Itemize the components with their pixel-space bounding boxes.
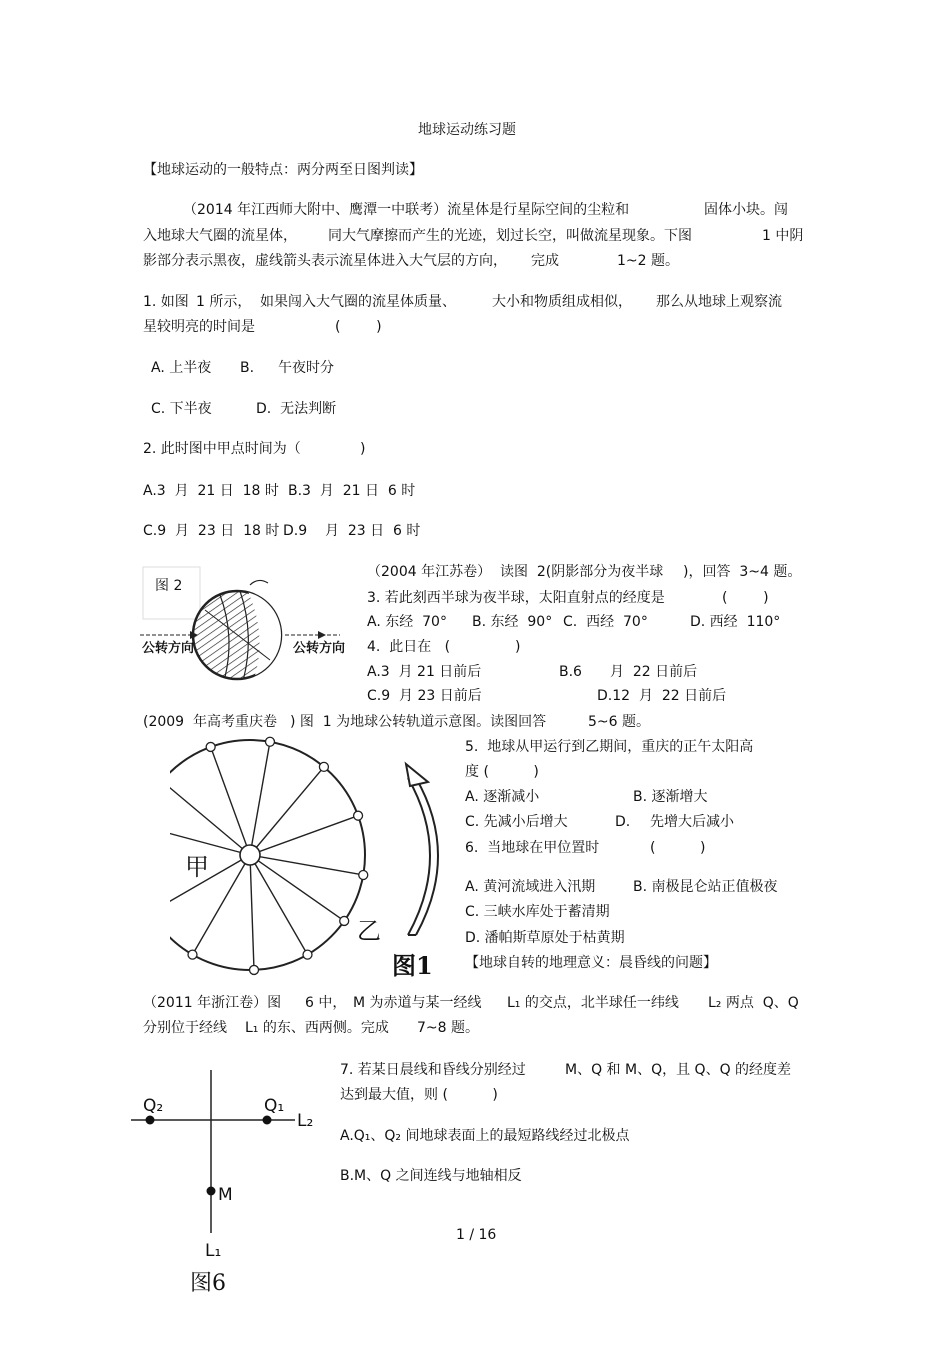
q2-option-b: B.3 月 21 日 6 时 xyxy=(288,483,416,499)
q6-option-d: D. 潘帕斯草原处于枯黄期 xyxy=(465,930,625,946)
q6-option-b: B. 南极昆仑站正值极夜 xyxy=(633,879,778,895)
q4-paren: ) xyxy=(515,639,521,655)
q6-paren: ( ) xyxy=(650,840,706,856)
orbit-position-marker xyxy=(188,950,197,959)
figure-1 xyxy=(170,730,460,980)
orbit-position-marker xyxy=(359,870,368,879)
right-revolution-label: 公转方向 xyxy=(293,641,346,656)
q1-option-c: C. 下半夜 xyxy=(151,401,212,417)
q2-option-d: D.9 月 23 日 6 时 xyxy=(283,523,421,539)
q2-option-c: C.9 月 23 日 18 时 xyxy=(143,523,280,539)
q1-option-b-text: 午夜时分 xyxy=(278,360,334,376)
q4-stem: 4. 此日在 ( xyxy=(367,639,451,655)
q4-option-c: C.9 月 23 日前后 xyxy=(367,688,482,704)
q5-option-a: A. 逐渐减小 xyxy=(465,789,540,805)
orbit-spoke xyxy=(170,825,250,855)
rotation-arrow xyxy=(250,580,268,585)
label-m: M xyxy=(218,1185,233,1205)
orbit-spoke xyxy=(250,855,254,970)
intro4-line1c: M 为赤道与某一经线 xyxy=(353,995,482,1011)
q6-stem: 6. 当地球在甲位置时 xyxy=(465,840,600,856)
q4-option-b: B.6 xyxy=(559,664,582,680)
q4-option-a: A.3 月 21 日前后 xyxy=(367,664,482,680)
label-jia: 甲 xyxy=(185,853,209,881)
intro4-line1a: （2011 年浙江卷）图 xyxy=(143,995,282,1011)
label-q2: Q₂ xyxy=(143,1096,164,1116)
orbit-spoke xyxy=(250,855,308,955)
figure-1-caption: 图1 xyxy=(392,951,433,980)
section-heading-2: 【地球自转的地理意义：晨昏线的问题】 xyxy=(465,955,717,971)
q2-paren: ) xyxy=(360,441,366,457)
q3-option-d: D. 西经 110° xyxy=(690,614,781,630)
intro4-line1b: 6 中， xyxy=(305,995,347,1011)
label-q1: Q₁ xyxy=(264,1096,285,1116)
intro1-line2c: 1 中阴 xyxy=(762,228,804,244)
left-revolution-label: 公转方向 xyxy=(142,641,195,656)
q5-option-b: B. 逐渐增大 xyxy=(633,789,708,805)
q5-option-d: D. xyxy=(615,814,631,830)
q3-option-c: C. 西经 70° xyxy=(563,614,648,630)
intro1-line2: 入地球大气圈的流星体， xyxy=(143,228,297,244)
intro4-line1d: L₁ 的交点，北半球任一纬线 xyxy=(507,995,679,1011)
q2-option-a: A.3 月 21 日 18 时 xyxy=(143,483,279,499)
q1-line1d: 大小和物质组成相似， xyxy=(492,294,632,310)
intro2-b: 读图 2(阴影部分为夜半球 xyxy=(500,564,664,580)
intro1-line3c: 1~2 题。 xyxy=(617,253,679,269)
orbit-position-marker xyxy=(340,916,349,925)
q5-option-d-text: 先增大后减小 xyxy=(650,814,734,830)
q1-line1c: 如果闯入大气圈的流星体质量、 xyxy=(260,294,456,310)
intro1-line1: （2014 年江西师大附中、鹰潭一中联考）流星体是行星际空间的尘粒和 xyxy=(183,202,630,218)
figure-6-caption: 图6 xyxy=(190,1271,226,1296)
q3-paren: ( ) xyxy=(722,590,769,606)
orbit-position-marker xyxy=(354,811,363,820)
q7-line1a: 7. 若某日晨线和昏线分别经过 xyxy=(340,1062,526,1078)
q1-line1a: 1. 如图 xyxy=(143,294,189,310)
intro1-line3b: 完成 xyxy=(531,253,559,269)
q4-option-d: D.12 月 22 日前后 xyxy=(597,688,727,704)
intro1-line3: 影部分表示黑夜，虚线箭头表示流星体进入大气层的方向， xyxy=(143,253,507,269)
orbit-spoke xyxy=(250,742,270,855)
q7-option-b: B.M、Q 之间连线与地轴相反 xyxy=(340,1168,522,1184)
point-q2 xyxy=(146,1116,155,1125)
label-l2: L₂ xyxy=(297,1111,314,1131)
figure-6 xyxy=(125,1065,330,1240)
orbit-position-marker xyxy=(303,950,312,959)
q1-line1e: 那么从地球上观察流 xyxy=(656,294,782,310)
orbit-spoke xyxy=(250,855,344,921)
q6-option-c: C. 三峡水库处于蓄清期 xyxy=(465,904,610,920)
q6-option-a: A. 黄河流域进入汛期 xyxy=(465,879,596,895)
orbit-position-marker xyxy=(319,762,328,771)
intro3-b: ) 图 1 为地球公转轨道示意图。读图回答 xyxy=(290,714,547,730)
intro2-c: )，回答 3~4 题。 xyxy=(683,564,802,580)
orbit-spoke xyxy=(170,855,250,913)
intro2-a: （2004 年江苏卷） xyxy=(367,564,492,580)
sun xyxy=(240,845,260,865)
q1-option-a: A. 上半夜 xyxy=(151,360,212,376)
orbit-spoke xyxy=(250,855,363,875)
orbit-position-marker xyxy=(250,965,259,974)
intro1-line2b: 同大气摩擦而产生的光迹，划过长空，叫做流星现象。下图 xyxy=(328,228,692,244)
intro4-line2c: 7~8 题。 xyxy=(417,1020,479,1036)
point-q1 xyxy=(263,1116,272,1125)
q4-option-b-text: 月 22 日前后 xyxy=(610,664,698,680)
q1-option-d: D. 无法判断 xyxy=(256,401,337,417)
q2-stem: 2. 此时图中甲点时间为（ xyxy=(143,441,301,457)
orbit-position-marker xyxy=(206,742,215,751)
intro1-line1b: 固体小块。闯 xyxy=(704,202,788,218)
page-title: 地球运动练习题 xyxy=(418,122,516,138)
q5-line1: 5. 地球从甲运行到乙期间，重庆的正午太阳高 xyxy=(465,739,754,755)
q1-paren: ( ) xyxy=(335,319,382,335)
page-number: 1 / 16 xyxy=(456,1227,497,1243)
q7-line2: 达到最大值，则 ( ) xyxy=(340,1087,498,1103)
label-yi: 乙 xyxy=(357,917,381,945)
q3-option-b: B. 东经 90° xyxy=(472,614,553,630)
intro3-c: 5~6 题。 xyxy=(588,714,650,730)
intro4-line1e: L₂ 两点 Q、Q xyxy=(708,995,799,1011)
q1-option-b: B. xyxy=(240,360,255,376)
point-m xyxy=(207,1187,216,1196)
intro4-line2b: L₁ 的东、西两侧。完成 xyxy=(245,1020,389,1036)
intro3-a: (2009 年高考重庆卷 xyxy=(143,714,277,730)
q1-line1b: 1 所示， xyxy=(196,294,252,310)
label-l1: L₁ xyxy=(205,1241,222,1261)
orbit-position-marker xyxy=(265,737,274,746)
q5-line2: 度 ( ) xyxy=(465,764,539,780)
q5-option-c: C. 先减小后增大 xyxy=(465,814,568,830)
q3-stem: 3. 若此刻西半球为夜半球，太阳直射点的经度是 xyxy=(367,590,665,606)
intro4-line2a: 分别位于经线 xyxy=(143,1020,227,1036)
section-heading-1: 【地球运动的一般特点：两分两至日图判读】 xyxy=(143,162,423,178)
q1-line2: 星较明亮的时间是 xyxy=(143,319,255,335)
figure-2-label: 图 2 xyxy=(155,578,183,594)
q7-line1b: M、Q 和 M、Q，且 Q、Q 的经度差 xyxy=(565,1062,792,1078)
q3-option-a: A. 东经 70° xyxy=(367,614,447,630)
q7-option-a: A.Q₁、Q₂ 间地球表面上的最短路线经过北极点 xyxy=(340,1128,630,1144)
